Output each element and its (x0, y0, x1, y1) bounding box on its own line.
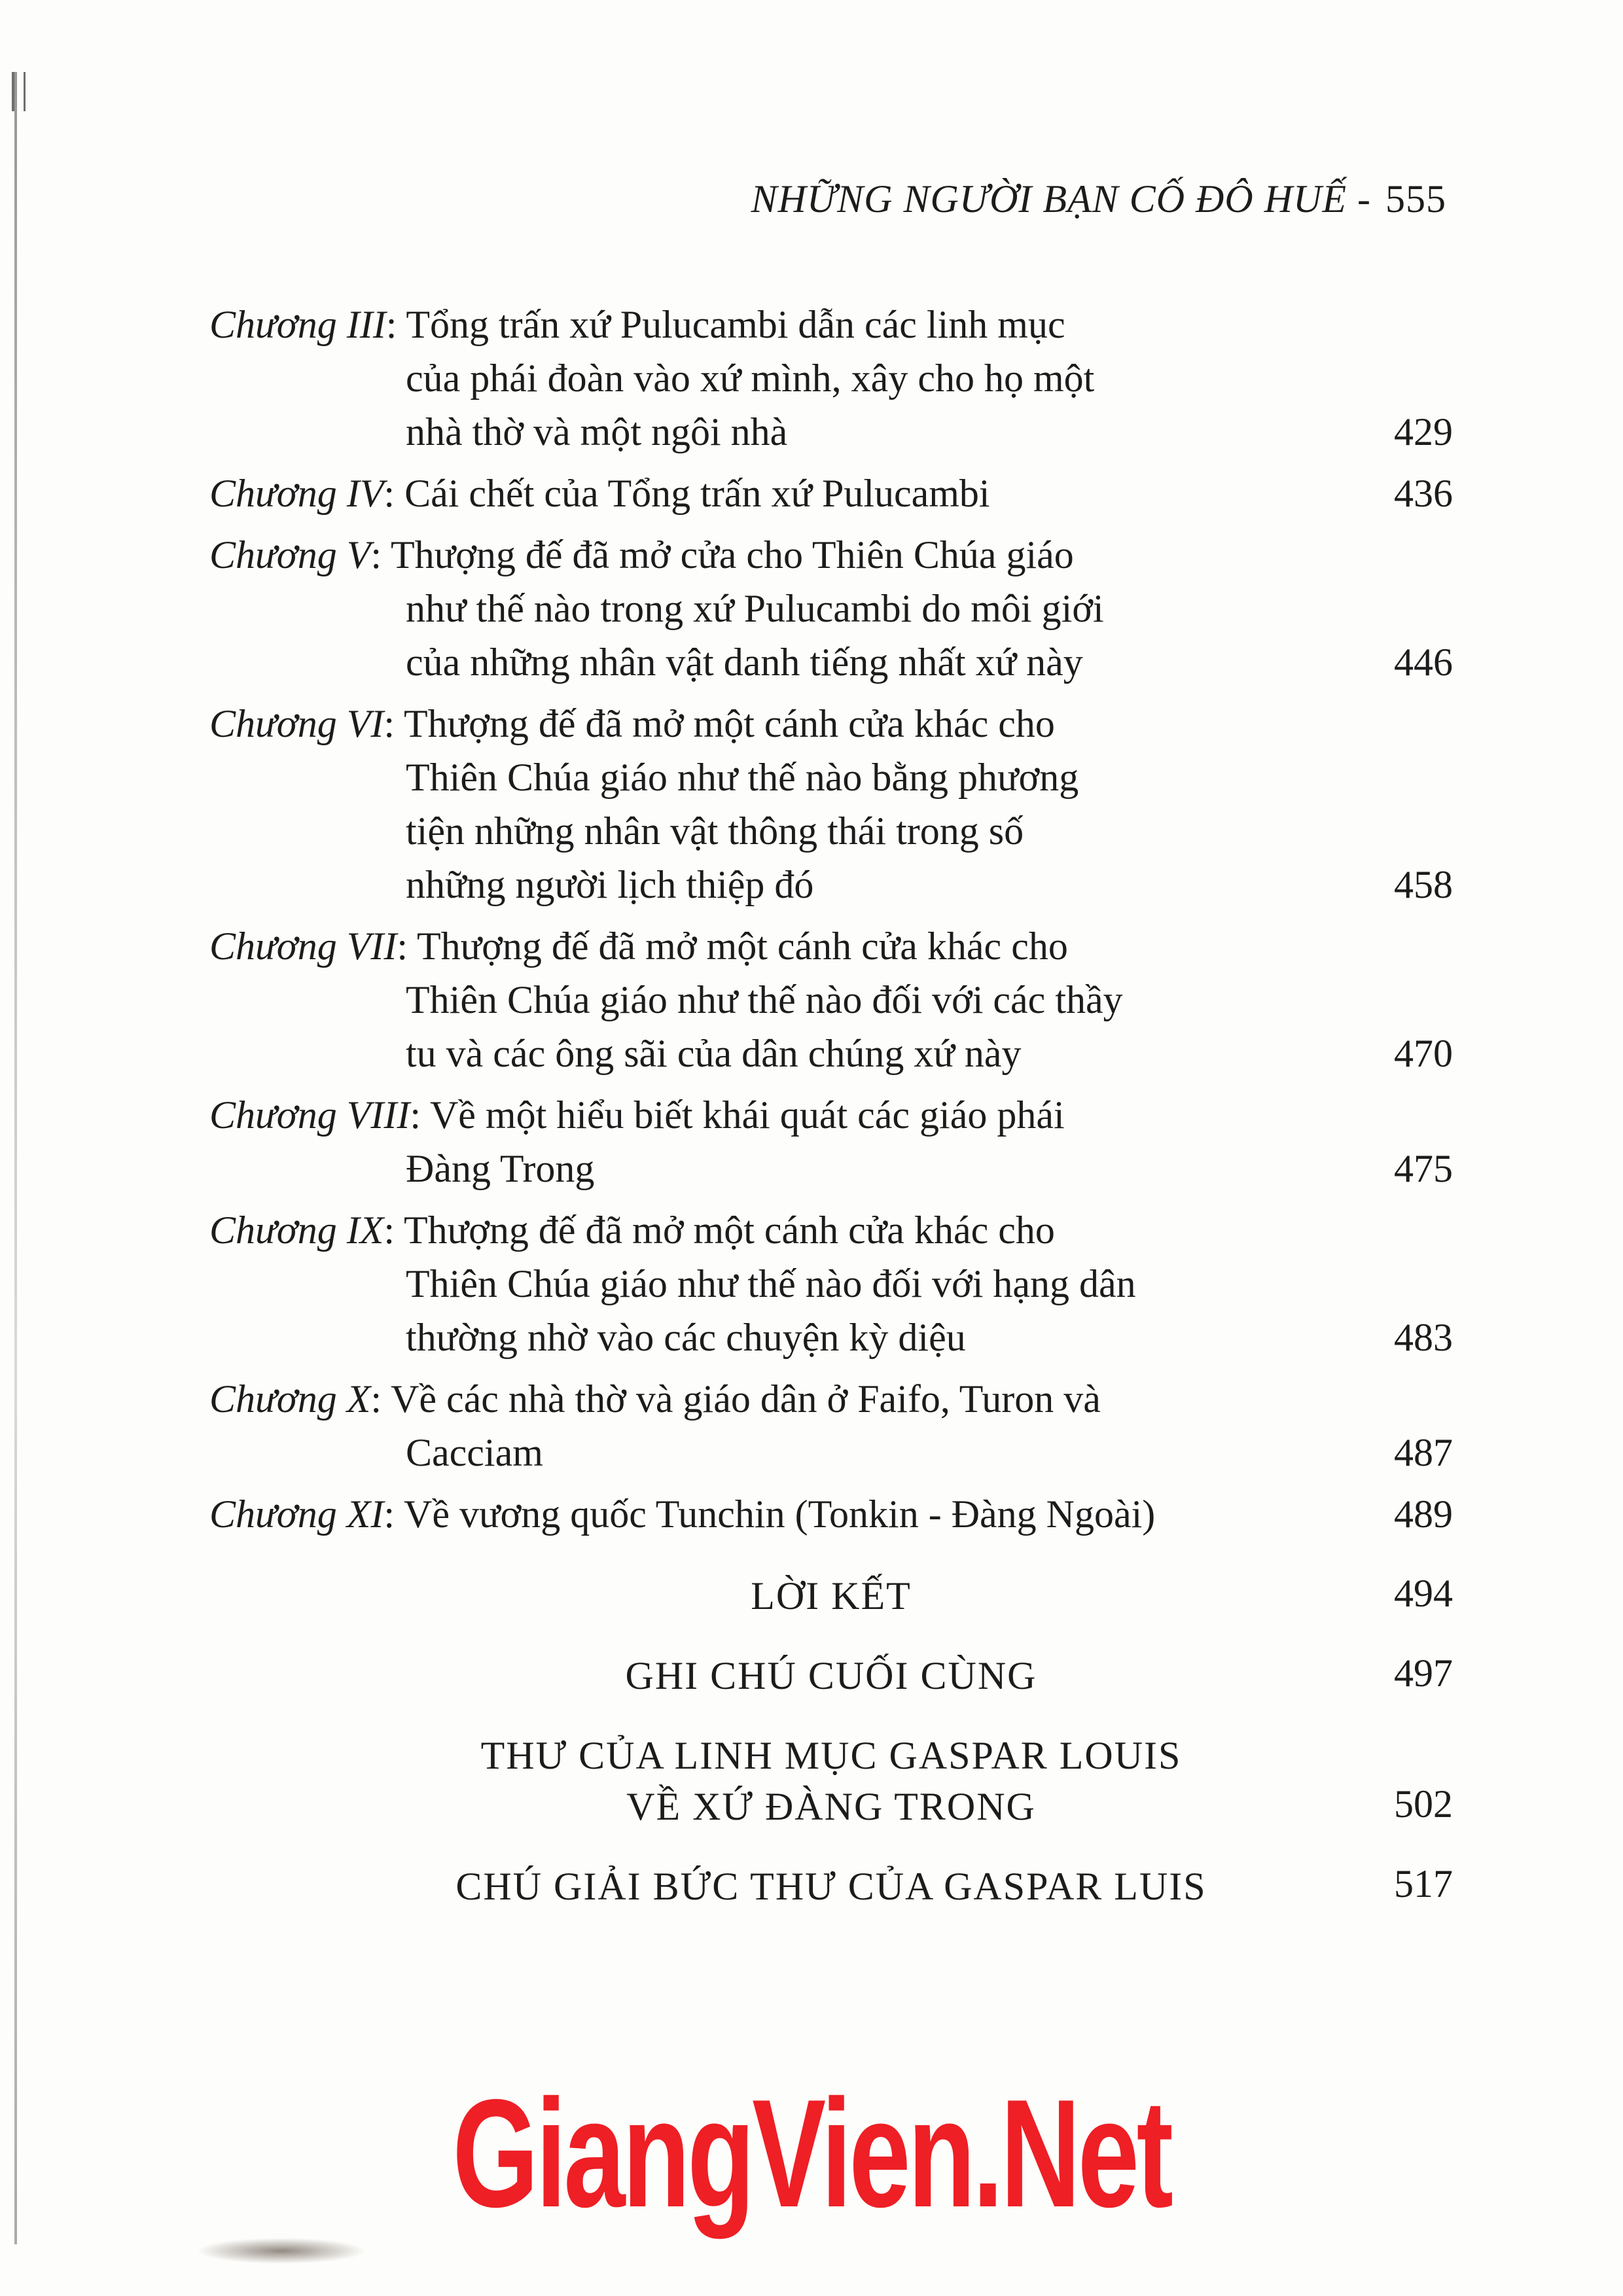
toc-page-number: 475 (1394, 1147, 1453, 1190)
toc-page-number: 517 (1394, 1862, 1453, 1905)
chapter-label: Chương V (209, 533, 371, 576)
toc-page-number: 494 (1394, 1572, 1453, 1615)
section-title-line: THƯ CỦA LINH MỤC GASPAR LOUIS (480, 1734, 1182, 1777)
toc-entry-line: Chương XI: Về vương quốc Tunchin (Tonkin - Đàng Ngoài) (209, 1492, 1156, 1536)
toc-entry-line: Chương IX: Thượng đế đã mở một cánh cửa khác cho (209, 1209, 1055, 1252)
toc-entry-line (209, 973, 1453, 1027)
chapter-title-text: Đàng Trong (406, 1147, 595, 1190)
chapter-label: Chương XI (209, 1492, 384, 1536)
table-of-contents (209, 298, 1453, 1549)
chapter-title-text: như thế nào trong xứ Pulucambi do môi giới (406, 587, 1104, 630)
toc-entry-line (209, 1426, 1453, 1479)
toc-page-number: 497 (1394, 1651, 1453, 1695)
toc-entry-line (209, 1257, 1453, 1311)
chapter-title-text: của những nhân vật danh tiếng nhất xứ này (406, 641, 1083, 684)
toc-entry-line: Chương V: Thượng đế đã mở cửa cho Thiên Chúa giáo (209, 533, 1074, 576)
toc-entry-line: Chương VIII: Về một hiểu biết khái quát các giáo phái (209, 1093, 1065, 1137)
toc-entry[interactable] (209, 528, 1453, 689)
toc-section[interactable] (209, 1650, 1453, 1701)
toc-entry[interactable] (209, 1088, 1453, 1195)
toc-back-matter (209, 1570, 1453, 1941)
toc-entry[interactable] (209, 1372, 1453, 1479)
toc-entry-line: Chương IV: Cái chết của Tổng trấn xứ Pulucambi (209, 472, 990, 515)
toc-entry-line (209, 751, 1453, 804)
toc-entry[interactable] (209, 697, 1453, 911)
toc-page-number: 502 (1394, 1782, 1453, 1826)
chapter-title-text: Thiên Chúa giáo như thế nào đối với các thầy (406, 978, 1123, 1021)
section-title (314, 1570, 1348, 1621)
running-header-title: NHỮNG NGƯỜI BẠN CỐ ĐÔ HUẾ (751, 177, 1347, 221)
chapter-title-text: Thiên Chúa giáo như thế nào đối với hạng dân (406, 1262, 1136, 1305)
chapter-title-text: tiện những nhân vật thông thái trong số (406, 809, 1024, 853)
toc-entry-line (209, 804, 1453, 858)
scan-binding-mark (12, 72, 26, 111)
toc-entry[interactable] (209, 1203, 1453, 1364)
chapter-title-text: Thiên Chúa giáo như thế nào bằng phương (406, 756, 1079, 799)
chapter-title-text: những người lịch thiệp đó (406, 863, 814, 906)
toc-entry-line (209, 351, 1453, 405)
chapter-title-text: Thượng đế đã mở một cánh cửa khác cho (404, 702, 1055, 745)
chapter-title-text: của phái đoàn vào xứ mình, xây cho họ một (406, 357, 1095, 400)
toc-entry[interactable] (209, 298, 1453, 459)
toc-entry-line: Chương VI: Thượng đế đã mở một cánh cửa khác cho (209, 702, 1055, 745)
page-number: 555 (1385, 177, 1446, 221)
toc-entry[interactable] (209, 1487, 1453, 1541)
section-title-line: GHI CHÚ CUỐI CÙNG (625, 1654, 1037, 1697)
section-title-line: LỜI KẾT (751, 1574, 912, 1617)
toc-entry-line (209, 635, 1453, 689)
chapter-title-text: Tổng trấn xứ Pulucambi dẫn các linh mục (406, 303, 1065, 346)
chapter-label: Chương IX (209, 1209, 384, 1252)
toc-entry-line (209, 1142, 1453, 1195)
section-title (314, 1730, 1348, 1832)
toc-entry-line (209, 1027, 1453, 1080)
chapter-title-text: tu và các ông sãi của dân chúng xứ này (406, 1032, 1022, 1075)
toc-section[interactable] (209, 1570, 1453, 1621)
chapter-label: Chương X (209, 1377, 371, 1421)
toc-entry-line: Chương X: Về các nhà thờ và giáo dân ở Faifo, Turon và (209, 1377, 1101, 1421)
toc-entry[interactable] (209, 467, 1453, 520)
chapter-label: Chương VIII (209, 1093, 410, 1137)
section-title (314, 1861, 1348, 1912)
chapter-title-text: nhà thờ và một ngôi nhà (406, 410, 788, 453)
chapter-title-text: Cacciam (406, 1431, 543, 1474)
toc-page-number: 483 (1394, 1316, 1453, 1359)
chapter-title-text: thường nhờ vào các chuyện kỳ diệu (406, 1316, 966, 1359)
chapter-title-text: Thượng đế đã mở một cánh cửa khác cho (404, 1209, 1055, 1252)
toc-page-number: 429 (1394, 410, 1453, 453)
toc-section[interactable] (209, 1730, 1453, 1832)
section-title-line: CHÚ GIẢI BỨC THƯ CỦA GASPAR LUIS (455, 1865, 1207, 1908)
toc-page-number: 470 (1394, 1032, 1453, 1075)
chapter-title-text: Thượng đế đã mở một cánh cửa khác cho (416, 925, 1068, 968)
toc-page-number: 458 (1394, 863, 1453, 906)
chapter-title-text: Thượng đế đã mở cửa cho Thiên Chúa giáo (391, 533, 1074, 576)
toc-page-number: 446 (1394, 641, 1453, 684)
toc-page-number: 436 (1394, 472, 1453, 515)
chapter-title-text: Về vương quốc Tunchin (Tonkin - Đàng Ngoài) (404, 1492, 1156, 1536)
toc-entry[interactable] (209, 919, 1453, 1080)
toc-section[interactable] (209, 1861, 1453, 1912)
chapter-label: Chương VII (209, 925, 397, 968)
section-title-line: VỀ XỨ ĐÀNG TRONG (626, 1785, 1036, 1828)
scan-smudge (196, 2238, 366, 2264)
chapter-label: Chương VI (209, 702, 384, 745)
toc-entry-line (209, 405, 1453, 459)
chapter-title-text: Cái chết của Tổng trấn xứ Pulucambi (404, 472, 990, 515)
toc-entry-line (209, 582, 1453, 635)
running-header-separator: - (1357, 177, 1371, 221)
chapter-label: Chương IV (209, 472, 384, 515)
toc-entry-line (209, 858, 1453, 911)
chapter-label: Chương III (209, 303, 386, 346)
chapter-title-text: Về một hiểu biết khái quát các giáo phái (429, 1093, 1065, 1137)
toc-entry-line (209, 1311, 1453, 1364)
toc-page-number: 489 (1394, 1492, 1453, 1536)
scan-page-edge (14, 72, 17, 2244)
running-header (751, 177, 1446, 222)
section-title (314, 1650, 1348, 1701)
watermark-logo: GiangVien.Net (452, 2067, 1171, 2239)
toc-entry-line: Chương VII: Thượng đế đã mở một cánh cửa khác cho (209, 925, 1068, 968)
chapter-title-text: Về các nhà thờ và giáo dân ở Faifo, Turon và (391, 1377, 1101, 1421)
toc-page-number: 487 (1394, 1431, 1453, 1474)
toc-entry-line: Chương III: Tổng trấn xứ Pulucambi dẫn các linh mục (209, 303, 1065, 346)
